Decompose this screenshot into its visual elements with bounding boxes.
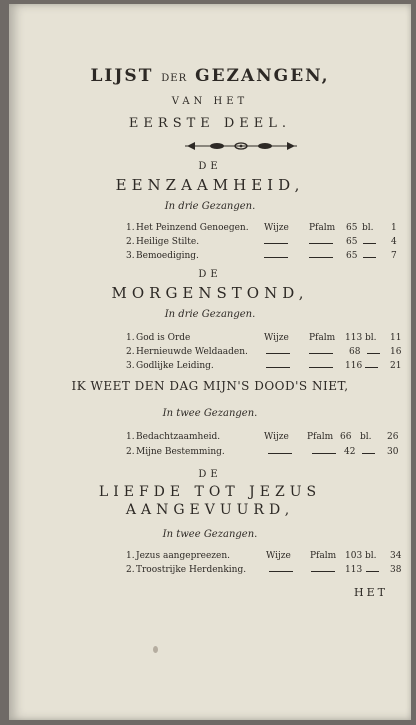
song-number: 1.: [126, 551, 135, 561]
ditto-dash: [268, 453, 292, 454]
psalm-number: 113: [345, 565, 363, 575]
ditto-dash: [309, 367, 333, 368]
ornament-divider: [185, 140, 297, 152]
page-title: [9, 66, 411, 86]
page-number: 4: [391, 237, 397, 247]
section-1-title: EENZAAMHEID,: [115, 176, 305, 194]
psalm-label: Pfalm: [307, 432, 334, 442]
bl-label: bl.: [362, 223, 374, 233]
psalm-number: 68: [349, 347, 361, 357]
song-row: [126, 551, 416, 563]
song-number: 3.: [126, 361, 135, 371]
ditto-dash: [266, 367, 290, 368]
song-name: Het Peinzend Genoegen.: [136, 223, 249, 233]
song-number: 2.: [126, 447, 135, 457]
title-der: DER: [161, 73, 188, 84]
ditto-dash: [264, 243, 288, 244]
section-4-de: DE: [198, 469, 222, 480]
catchword: HET: [354, 586, 388, 599]
psalm-number: 116: [345, 361, 363, 371]
page-number: 38: [390, 565, 402, 575]
ditto-dash: [363, 257, 376, 258]
section-2-title: MORGENSTOND,: [111, 284, 309, 302]
psalm-number: 65: [346, 251, 358, 261]
song-name: Mijne Bestemming.: [136, 447, 225, 457]
song-name: Jezus aangepreezen.: [136, 551, 231, 561]
song-row: [126, 333, 416, 345]
song-number: 2.: [126, 565, 135, 575]
wijze-label: Wijze: [264, 223, 289, 233]
page-number: 30: [387, 447, 399, 457]
song-number: 3.: [126, 251, 135, 261]
psalm-number: 42: [344, 447, 356, 457]
section-3-title: IK WEET DEN DAG MIJN'S DOOD'S NIET,: [71, 379, 349, 393]
ditto-dash: [365, 367, 378, 368]
ditto-dash: [269, 571, 293, 572]
song-number: 2.: [126, 237, 135, 247]
ditto-dash: [363, 243, 376, 244]
song-name: Hernieuwde Weldaaden.: [136, 347, 248, 357]
book-page: [9, 4, 411, 720]
section-3-subtitle: In twee Gezangen.: [162, 408, 258, 419]
song-row: [126, 347, 416, 359]
title-deel: EERSTE DEEL.: [128, 116, 292, 131]
song-number: 2.: [126, 347, 135, 357]
title-gezangen: GEZANGEN,: [195, 66, 330, 86]
bl-label: bl.: [365, 551, 377, 561]
song-name: Bedachtzaamheid.: [136, 432, 221, 442]
song-row: [126, 432, 416, 444]
section-2-de: DE: [198, 269, 222, 280]
ditto-dash: [264, 257, 288, 258]
psalm-label: Pfalm: [310, 551, 337, 561]
song-row: [126, 237, 416, 249]
song-name: Bemoediging.: [136, 251, 199, 261]
song-name: Heilige Stilte.: [136, 237, 200, 247]
song-number: 1.: [126, 223, 135, 233]
wijze-label: Wijze: [264, 432, 289, 442]
page-number: 34: [390, 551, 402, 561]
paper-stain: [153, 646, 158, 653]
page-number: 7: [391, 251, 397, 261]
song-row: [126, 361, 416, 373]
ditto-dash: [309, 257, 333, 258]
ditto-dash: [309, 243, 333, 244]
ditto-dash: [266, 353, 290, 354]
title-van-het: VAN HET: [171, 96, 249, 107]
title-lijst: LIJST: [90, 66, 154, 86]
page-number: 16: [390, 347, 402, 357]
page-number: 26: [387, 432, 399, 442]
psalm-number: 113: [345, 333, 363, 343]
psalm-number: 66: [340, 432, 352, 442]
section-4-title-2: AANGEVUURD,: [125, 502, 295, 518]
song-row: [126, 565, 416, 577]
section-1-de: DE: [198, 161, 222, 172]
psalm-label: Pfalm: [309, 333, 336, 343]
ditto-dash: [309, 353, 333, 354]
psalm-number: 65: [346, 223, 358, 233]
song-name: Godlijke Leiding.: [136, 361, 214, 371]
psalm-label: Pfalm: [309, 223, 336, 233]
wijze-label: Wijze: [264, 333, 289, 343]
ditto-dash: [366, 571, 379, 572]
song-row: [126, 447, 416, 459]
song-row: [126, 223, 416, 235]
ditto-dash: [367, 353, 380, 354]
ditto-dash: [362, 453, 375, 454]
wijze-label: Wijze: [266, 551, 291, 561]
psalm-number: 103: [345, 551, 363, 561]
section-2-subtitle: In drie Gezangen.: [164, 309, 256, 320]
song-number: 1.: [126, 333, 135, 343]
ditto-dash: [311, 571, 335, 572]
page-number: 1: [391, 223, 397, 233]
song-row: [126, 251, 416, 263]
section-1-subtitle: In drie Gezangen.: [164, 201, 256, 212]
page-number: 21: [390, 361, 402, 371]
bl-label: bl.: [360, 432, 372, 442]
song-number: 1.: [126, 432, 135, 442]
page-number: 11: [390, 333, 402, 343]
song-name: Troostrijke Herdenking.: [136, 565, 247, 575]
section-4-title: LIEFDE TOT JEZUS: [98, 484, 322, 500]
song-name: God is Orde: [136, 333, 191, 343]
psalm-number: 65: [346, 237, 358, 247]
bl-label: bl.: [365, 333, 377, 343]
section-4-subtitle: In twee Gezangen.: [162, 529, 258, 540]
ditto-dash: [312, 453, 336, 454]
